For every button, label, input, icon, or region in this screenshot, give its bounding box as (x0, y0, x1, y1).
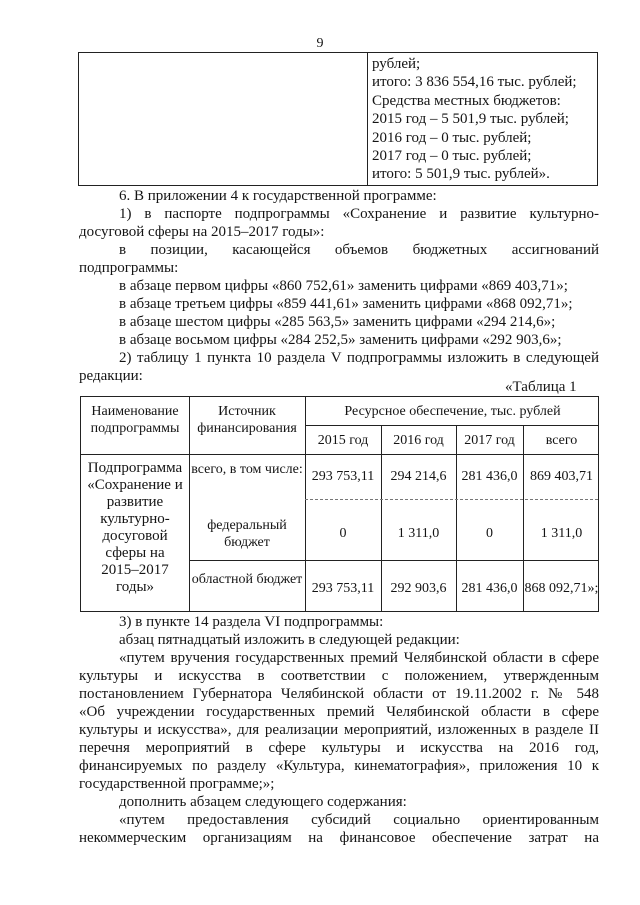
table-line: Средства местных бюджетов: (372, 92, 561, 109)
table-cell: 281 436,0 (461, 469, 518, 484)
table-cell: 292 903,6 (390, 581, 447, 596)
table-cell: 1 311,0 (397, 526, 440, 541)
table-line: 2015 год – 5 501,9 тыс. рублей; (372, 111, 569, 128)
quote-line: финансируемых по разделу «Культура, кинематография», приложения 10 к (79, 758, 599, 774)
paragraph: в абзаце первом цифры «860 752,61» заменить цифрами «869 403,71»; (119, 278, 568, 294)
paragraph: 1) в паспорте подпрограммы «Сохранение и развитие культурно- (119, 206, 599, 222)
subprogram-name: Подпрограмма «Сохранение и развитие культурно-досуговой сферы на 2015–2017 годы» (87, 460, 183, 595)
header-2016: 2016 год (393, 433, 444, 448)
table-line: итого: 3 836 554,16 тыс. рублей; (372, 74, 577, 91)
table-cell-empty (79, 53, 368, 185)
quote-line: перечня мероприятий в сфере культуры и искусства на 2016 год, (79, 740, 599, 756)
table-line: 2016 год – 0 тыс. рублей; (372, 129, 532, 146)
paragraph: в абзаце третьем цифры «859 441,61» заменить цифрами «868 092,71»; (119, 296, 573, 312)
quote-line: некоммерческим организациям на финансовое обеспечение затрат на (79, 830, 599, 846)
paragraph: в абзаце восьмом цифры «284 252,5» заменить цифрами «292 903,6»; (119, 332, 562, 348)
table-line: 2017 год – 0 тыс. рублей; (372, 147, 532, 164)
table-cell-funding-text (368, 55, 591, 184)
page-number: 9 (316, 36, 324, 51)
table-cell: 293 753,11 (311, 581, 375, 596)
table-line: итого: 5 501,9 тыс. рублей». (372, 166, 550, 183)
paragraph: абзац пятнадцатый изложить в следующей редакции: (119, 632, 460, 648)
paragraph: в позиции, касающейся объемов бюджетных ассигнований (119, 242, 599, 258)
paragraph: дополнить абзацем следующего содержания: (119, 794, 407, 810)
table-cell: 868 092,71»; (524, 581, 599, 596)
quote-line: «Об учреждении государственных премий Челябинской области в сфере (79, 704, 599, 720)
continued-table (78, 52, 598, 186)
header-2017: 2017 год (464, 433, 515, 448)
paragraph: досуговой сферы на 2015–2017 годы»: (79, 224, 325, 240)
header-resource: Ресурсное обеспечение, тыс. рублей (344, 404, 561, 419)
quote-line: культуры и искусства в соответствии с положением, утвержденным (79, 668, 599, 684)
table-caption: «Таблица 1 (505, 379, 577, 395)
header-subprogram: Наименование подпрограммы (90, 404, 180, 436)
quote-line: государственной программе;»; (79, 776, 275, 792)
header-2015: 2015 год (317, 433, 369, 448)
quote-line: культуры и искусства», для реализации мероприятий, изложенных в разделе II (79, 722, 599, 738)
paragraph: редакции: (79, 368, 143, 384)
table-line: рублей; (372, 56, 421, 72)
table-cell: 869 403,71 (530, 469, 593, 484)
row-source: областной бюджет (191, 572, 303, 587)
quote-line: постановлением Губернатора Челябинской области от 19.11.2002 г. № 548 (79, 686, 599, 702)
paragraph: в абзаце шестом цифры «285 563,5» заменить цифрами «294 214,6»; (119, 314, 556, 330)
table-cell: 0 (339, 526, 347, 541)
table-cell: 0 (486, 526, 493, 541)
quote-line: «путем предоставления субсидий социально ориентированным (119, 812, 599, 828)
table-cell: 281 436,0 (461, 581, 518, 596)
table-cell: 293 753,11 (311, 469, 375, 484)
paragraph: 3) в пункте 14 раздела VI подпрограммы: (119, 614, 384, 630)
quote-line: «путем вручения государственных премий Челябинской области в сфере (119, 650, 599, 666)
row-source: федеральный бюджет (207, 518, 287, 550)
paragraph: подпрограммы: (79, 260, 179, 276)
table-cell: 1 311,0 (540, 526, 583, 541)
table-cell: 294 214,6 (390, 469, 447, 484)
paragraph: 2) таблицу 1 пункта 10 раздела V подпрограммы изложить в следующей (119, 350, 599, 366)
row-source: всего, в том числе: (191, 462, 303, 477)
resource-table (80, 396, 599, 612)
header-source: Источник финансирования (197, 404, 297, 436)
header-total: всего (545, 433, 578, 448)
paragraph: 6. В приложении 4 к государственной программе: (119, 188, 437, 204)
